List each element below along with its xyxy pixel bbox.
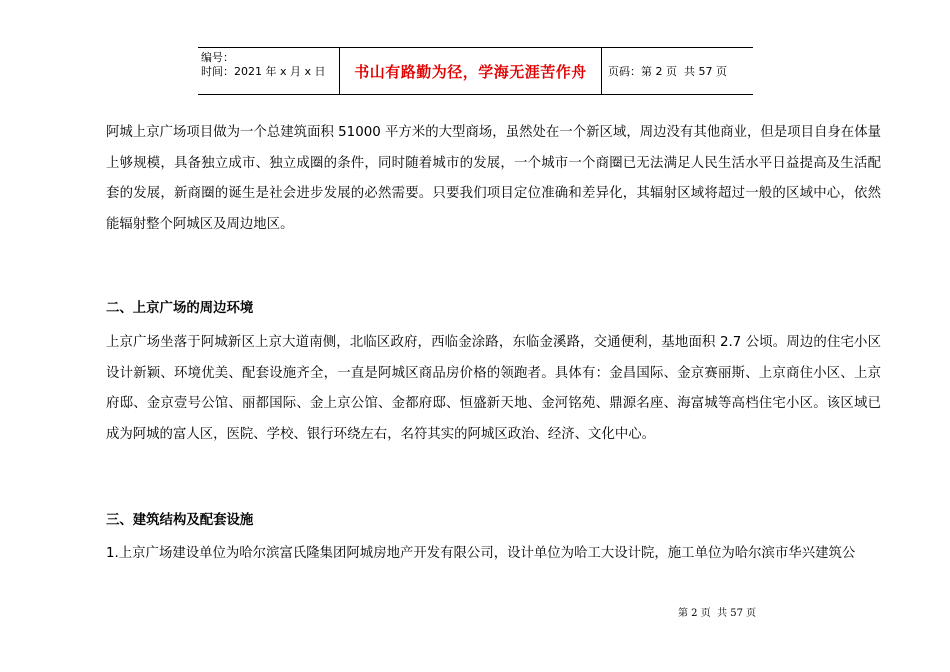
number-label: 编号： xyxy=(201,51,234,64)
header-page-number: 页码：第 2 页 共 57 页 xyxy=(608,65,727,78)
time-label: 时间：2021 年 x 月 x 日 xyxy=(201,65,326,78)
paragraph-project-overview: 阿城上京广场项目做为一个总建筑面积 51000 平方米的大型商场，虽然处在一个新区域，周边没有其他商业，但是项目自身在体量上够规模，具备独立成市、独立成圈的条件，同时随着城市的发展，一个城市一个商圈已无法满足人民生活水平日益提高及生活配套的发展，新商圈的诞生是社会进步发展的必然需要。只要我们项目定位准确和差异化，其辐射区域将超过一般的区域中心，依然能辐射整个阿城区及周边地区。 xyxy=(106,125,881,232)
document-header xyxy=(198,47,753,95)
section-heading-surroundings: 二、上京广场的周边环境 xyxy=(106,301,254,316)
footer-page-number: 第 2 页 共 57 页 xyxy=(678,608,757,619)
header-meta-cell xyxy=(198,48,340,94)
paragraph-structure: 1.上京广场建设单位为哈尔滨富氏隆集团阿城房地产开发有限公司，设计单位为哈工大设计院，施工单位为哈尔滨市华兴建筑公 xyxy=(106,546,856,561)
header-motto: 书山有路勤为径，学海无涯苦作舟 xyxy=(340,48,602,94)
section-heading-structure: 三、建筑结构及配套设施 xyxy=(106,513,254,528)
paragraph-surroundings: 上京广场坐落于阿城新区上京大道南侧，北临区政府，西临金涂路，东临金溪路，交通便利，基地面积 2.7 公顷。周边的住宅小区设计新颖、环境优美、配套设施齐全，一直是阿城区商品房价格的领跑者。具体有：金昌国际、金京赛丽斯、上京商住小区、上京府邸、金京壹号公馆、丽都国际、金上京公馆、金都府邸、恒盛新天地、金河铭苑、鼎源名座、海富城等高档住宅小区。该区域已成为阿城的富人区，医院、学校、银行环绕左右，名符其实的阿城区政治、经济、文化中心。 xyxy=(106,335,881,442)
